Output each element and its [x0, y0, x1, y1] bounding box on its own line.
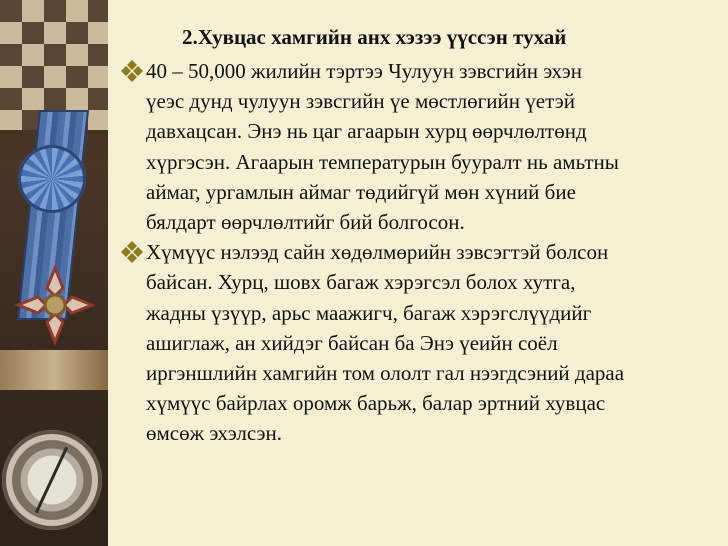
slide-content: [118, 24, 718, 534]
slide-title: 2.Хувцас хамгийн анх хэзээ үүссэн тухай: [182, 25, 567, 49]
bullet-item-2: [118, 237, 718, 448]
diamond-quad-bullet-icon: [118, 59, 146, 83]
bullet-text-1: 40 – 50,000 жилийн тэртээ Чулуун зэвсгийн эхэн үеэс дунд чулуун зэвсгийн үе мөстлөгийн үетэй давхацсан. Энэ нь цаг агаарын хурц өөрчлөлтөнд хүргэсэн. Агаарын температурын бууралт нь амьтны аймаг, ургамлын аймаг төдийгүй мөн хүний бие бялдарт өөрчлөлтийг бий болгосон.: [146, 59, 619, 235]
bullet-item-1: [118, 56, 718, 237]
medal-cross-icon: [10, 260, 100, 350]
medal-rosette: [18, 145, 86, 213]
bullet-text-2: Хүмүүс нэлээд сайн хөдөлмөрийн зэвсэгтэй болсон байсан. Хурц, шовх багаж хэрэгсэл болох хутга, жадны үзүүр, арьс маажигч, багаж хэрэгслүүдийг ашиглаж, ан хийдэг байсан ба Энэ үеийн соёл иргэншлийн хамгийн том ололт гал нээгдсэний дараа хүмүүс байрлах оромж барьж, балар эртний хувцас өмсөж эхэлсэн.: [146, 240, 625, 446]
compass-icon: [2, 430, 102, 530]
diamond-quad-bullet-icon: [118, 240, 146, 264]
decorative-side-image: [0, 0, 108, 546]
map-strip: [0, 350, 108, 390]
